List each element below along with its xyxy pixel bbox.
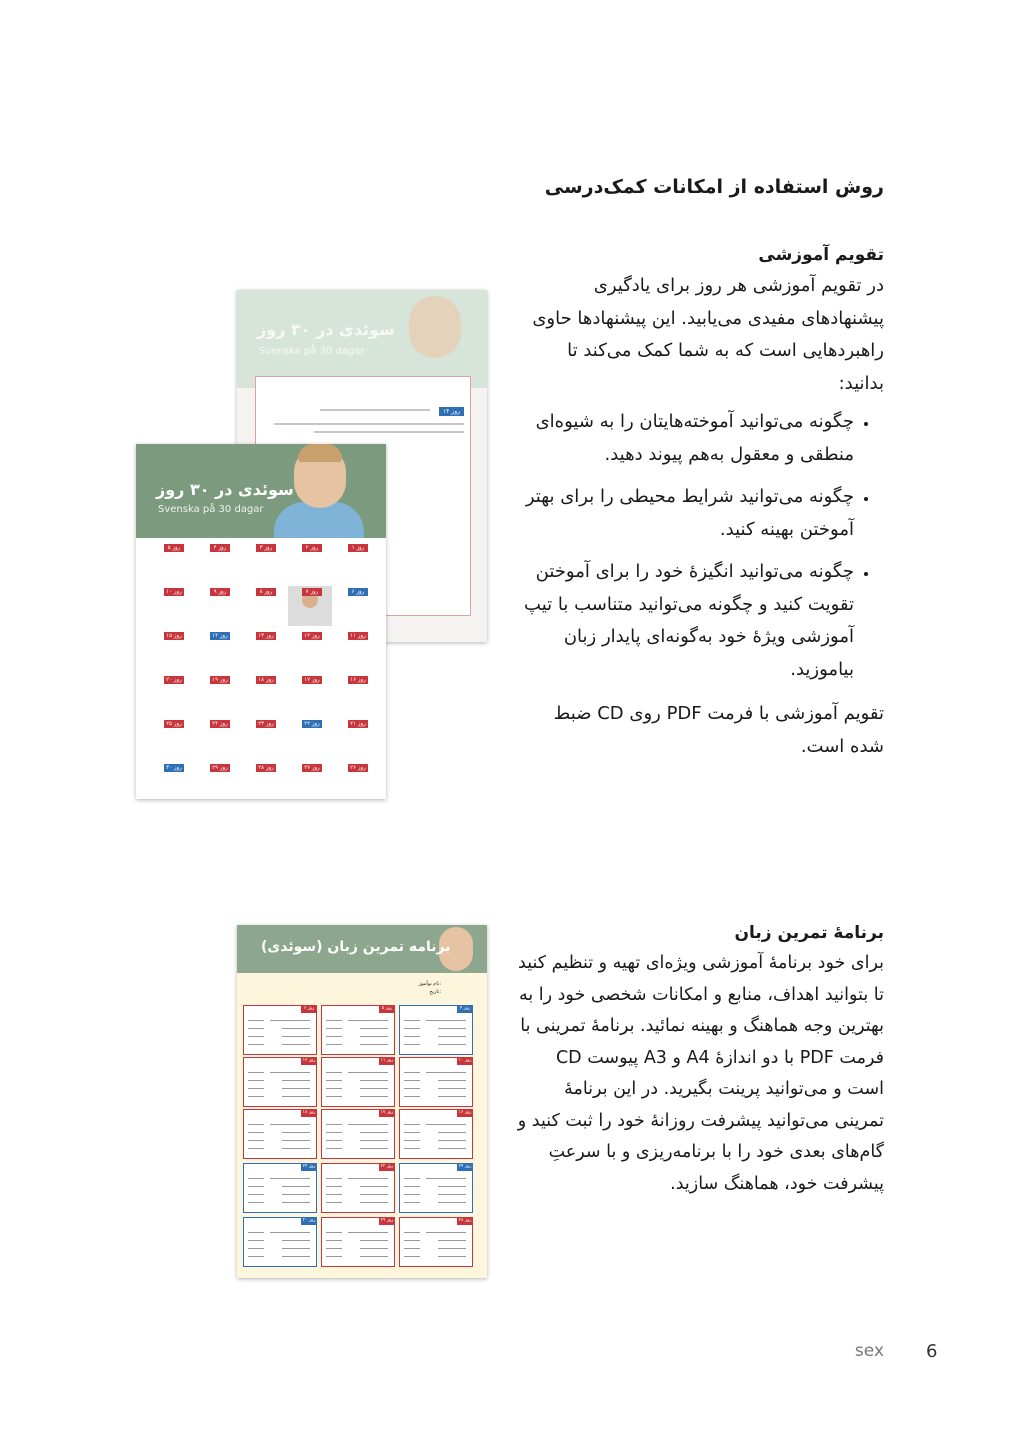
calendar-day-label: روز ۲۳ [256, 720, 276, 728]
calendar-day-label: روز ۱۰ [164, 588, 184, 596]
calendar-bullet: • چگونه می‌توانید شرایط محیطی را برای بهتر آموختن بهینه کنید. [516, 481, 854, 546]
calendar-day-label: روز ۷ [302, 588, 322, 596]
program-day-box [243, 1005, 317, 1055]
calendar-back-title: سوئدی در ۳۰ روز [257, 320, 395, 339]
calendar-day-label: روز ۲۵ [164, 720, 184, 728]
program-day-label: روز ۱۱ [380, 1058, 394, 1063]
calendar-heading: تقویم آموزشی [758, 245, 884, 265]
program-day-box [321, 1057, 395, 1107]
footer-word: sex [854, 1341, 884, 1361]
calendar-day-label: روز ۸ [256, 588, 276, 596]
program-day-label: روز ۲۸ [458, 1218, 472, 1223]
program-day-box [243, 1163, 317, 1213]
calendar-day-label: روز ۱۹ [210, 676, 230, 684]
portrait-image [409, 296, 461, 358]
calendar-day-label: روز ۲۲ [302, 720, 322, 728]
program-day-box [399, 1163, 473, 1213]
calendar-day-label: روز ۱۱ [348, 632, 368, 640]
program-day-box [321, 1005, 395, 1055]
program-day-box [243, 1057, 317, 1107]
program-day-label: روز ۲۳ [380, 1164, 394, 1169]
program-day-box [399, 1109, 473, 1159]
calendar-day-label: روز ۱۳ [256, 632, 276, 640]
program-day-label: روز ۶ [301, 1005, 317, 1013]
calendar-back-subtitle: Svenska på 30 dagar [259, 346, 365, 357]
calendar-day-label: روز ۱۸ [256, 676, 276, 684]
program-day-box [321, 1217, 395, 1267]
program-day-label: روز ۱۶ [458, 1110, 472, 1115]
program-heading: برنامهٔ تمرین زبان [734, 923, 884, 943]
calendar-day-label: روز ۱ [348, 544, 368, 552]
calendar-day-label: روز ۳ [256, 544, 276, 552]
calendar-day-label: روز ۲۶ [348, 764, 368, 772]
program-day-label: روز ۵ [379, 1005, 395, 1013]
program-day-label: روز ۱۷ [380, 1110, 394, 1115]
day-label: روز ۱۴ [439, 407, 464, 416]
calendar-day-label: روز ۳۰ [164, 764, 184, 772]
calendar-bullet: • چگونه می‌توانید آموخته‌هایتان را به شیوه‌ای منطقی و معقول به‌هم پیوند دهید. [516, 406, 854, 471]
program-thumb-title: برنامه تمرین زبان (سوئدی) [261, 939, 451, 955]
program-day-box [321, 1163, 395, 1213]
program-day-label: روز ۱۸ [302, 1110, 316, 1115]
program-body: برای خود برنامهٔ آموزشی ویژه‌ای تهیه و تنظیم کنید تا بتوانید اهداف، منابع و امکانات شخصی خود را به بهترین وجه هماهنگ و بهینه نمائید. برنامهٔ تمرینی با فرمت PDF با دو اندازهٔ A4 و A3 پیوست CD است و می‌توانید پرینت بگیرید. در این برنامهٔ تمرینی می‌توانید پیشرفت روزانهٔ خود را ثبت کنید و گام‌های بعدی خود را با برنامه‌ریزی و با سرعتِ پیشرفت خود، هماهنگ سازید. [517, 953, 884, 1194]
calendar-day-label: روز ۲۸ [256, 764, 276, 772]
calendar-day-label: روز ۶ [348, 588, 368, 596]
calendar-day-label: روز ۱۷ [302, 676, 322, 684]
program-day-label: روز ۴ [457, 1005, 473, 1013]
calendar-day-label: روز ۱۶ [348, 676, 368, 684]
calendar-day-label: روز ۱۲ [302, 632, 322, 640]
calendar-day-label: روز ۲۰ [164, 676, 184, 684]
practice-program-image [237, 925, 487, 1278]
program-day-label: روز ۳۰ [302, 1218, 316, 1223]
program-day-box [243, 1109, 317, 1159]
program-section [516, 918, 884, 1200]
calendar-front-page-image [136, 444, 386, 799]
program-day-box [399, 1005, 473, 1055]
calendar-day-label: روز ۲۱ [348, 720, 368, 728]
calendar-section [516, 240, 884, 763]
name-field-label: نام نوآموز: [418, 981, 441, 987]
calendar-day-label: روز ۹ [210, 588, 230, 596]
program-day-label: روز ۱۲ [302, 1058, 316, 1063]
program-day-label: روز ۱۰ [458, 1058, 472, 1063]
program-day-box [399, 1057, 473, 1107]
program-day-box [399, 1217, 473, 1267]
calendar-front-title: سوئدی در ۳۰ روز [156, 480, 294, 499]
page-title: روش استفاده از امکانات کمک‌درسی [544, 176, 884, 198]
program-day-box [243, 1217, 317, 1267]
calendar-day-label: روز ۱۴ [210, 632, 230, 640]
calendar-day-label: روز ۲۷ [302, 764, 322, 772]
program-day-label: روز ۲۴ [458, 1164, 472, 1169]
program-day-label: روز ۲۴ [302, 1164, 316, 1169]
calendar-intro: در تقویم آموزشی هر روز برای یادگیری پیشنهادهای مفیدی می‌یابید. این پیشنهادها حاوی راهبردهایی است که به شما کمک می‌کند تا بدانید: [532, 275, 884, 394]
portrait-hair [298, 444, 342, 462]
calendar-day-label: روز ۲۹ [210, 764, 230, 772]
program-day-box [321, 1109, 395, 1159]
calendar-front-subtitle: Svenska på 30 dagar [158, 504, 264, 515]
calendar-bullet: • چگونه می‌توانید انگیزهٔ خود را برای آموختن تقویت کنید و چگونه می‌توانید متناسب با تیپ آموزشی ویژهٔ خود به‌گونه‌ای پایدار زبان بیاموزید. [516, 556, 854, 686]
calendar-day-label: روز ۱۵ [164, 632, 184, 640]
calendar-day-label: روز ۲ [302, 544, 322, 552]
calendar-bullet-list [516, 406, 884, 686]
page-number: 6 [926, 1341, 938, 1362]
date-field-label: تاریخ: [429, 989, 441, 995]
calendar-day-label: روز ۵ [164, 544, 184, 552]
calendar-note: تقویم آموزشی با فرمت PDF روی CD ضبط شده است. [553, 703, 884, 757]
calendar-day-label: روز ۴ [210, 544, 230, 552]
program-day-label: روز ۲۹ [380, 1218, 394, 1223]
calendar-day-label: روز ۲۴ [210, 720, 230, 728]
